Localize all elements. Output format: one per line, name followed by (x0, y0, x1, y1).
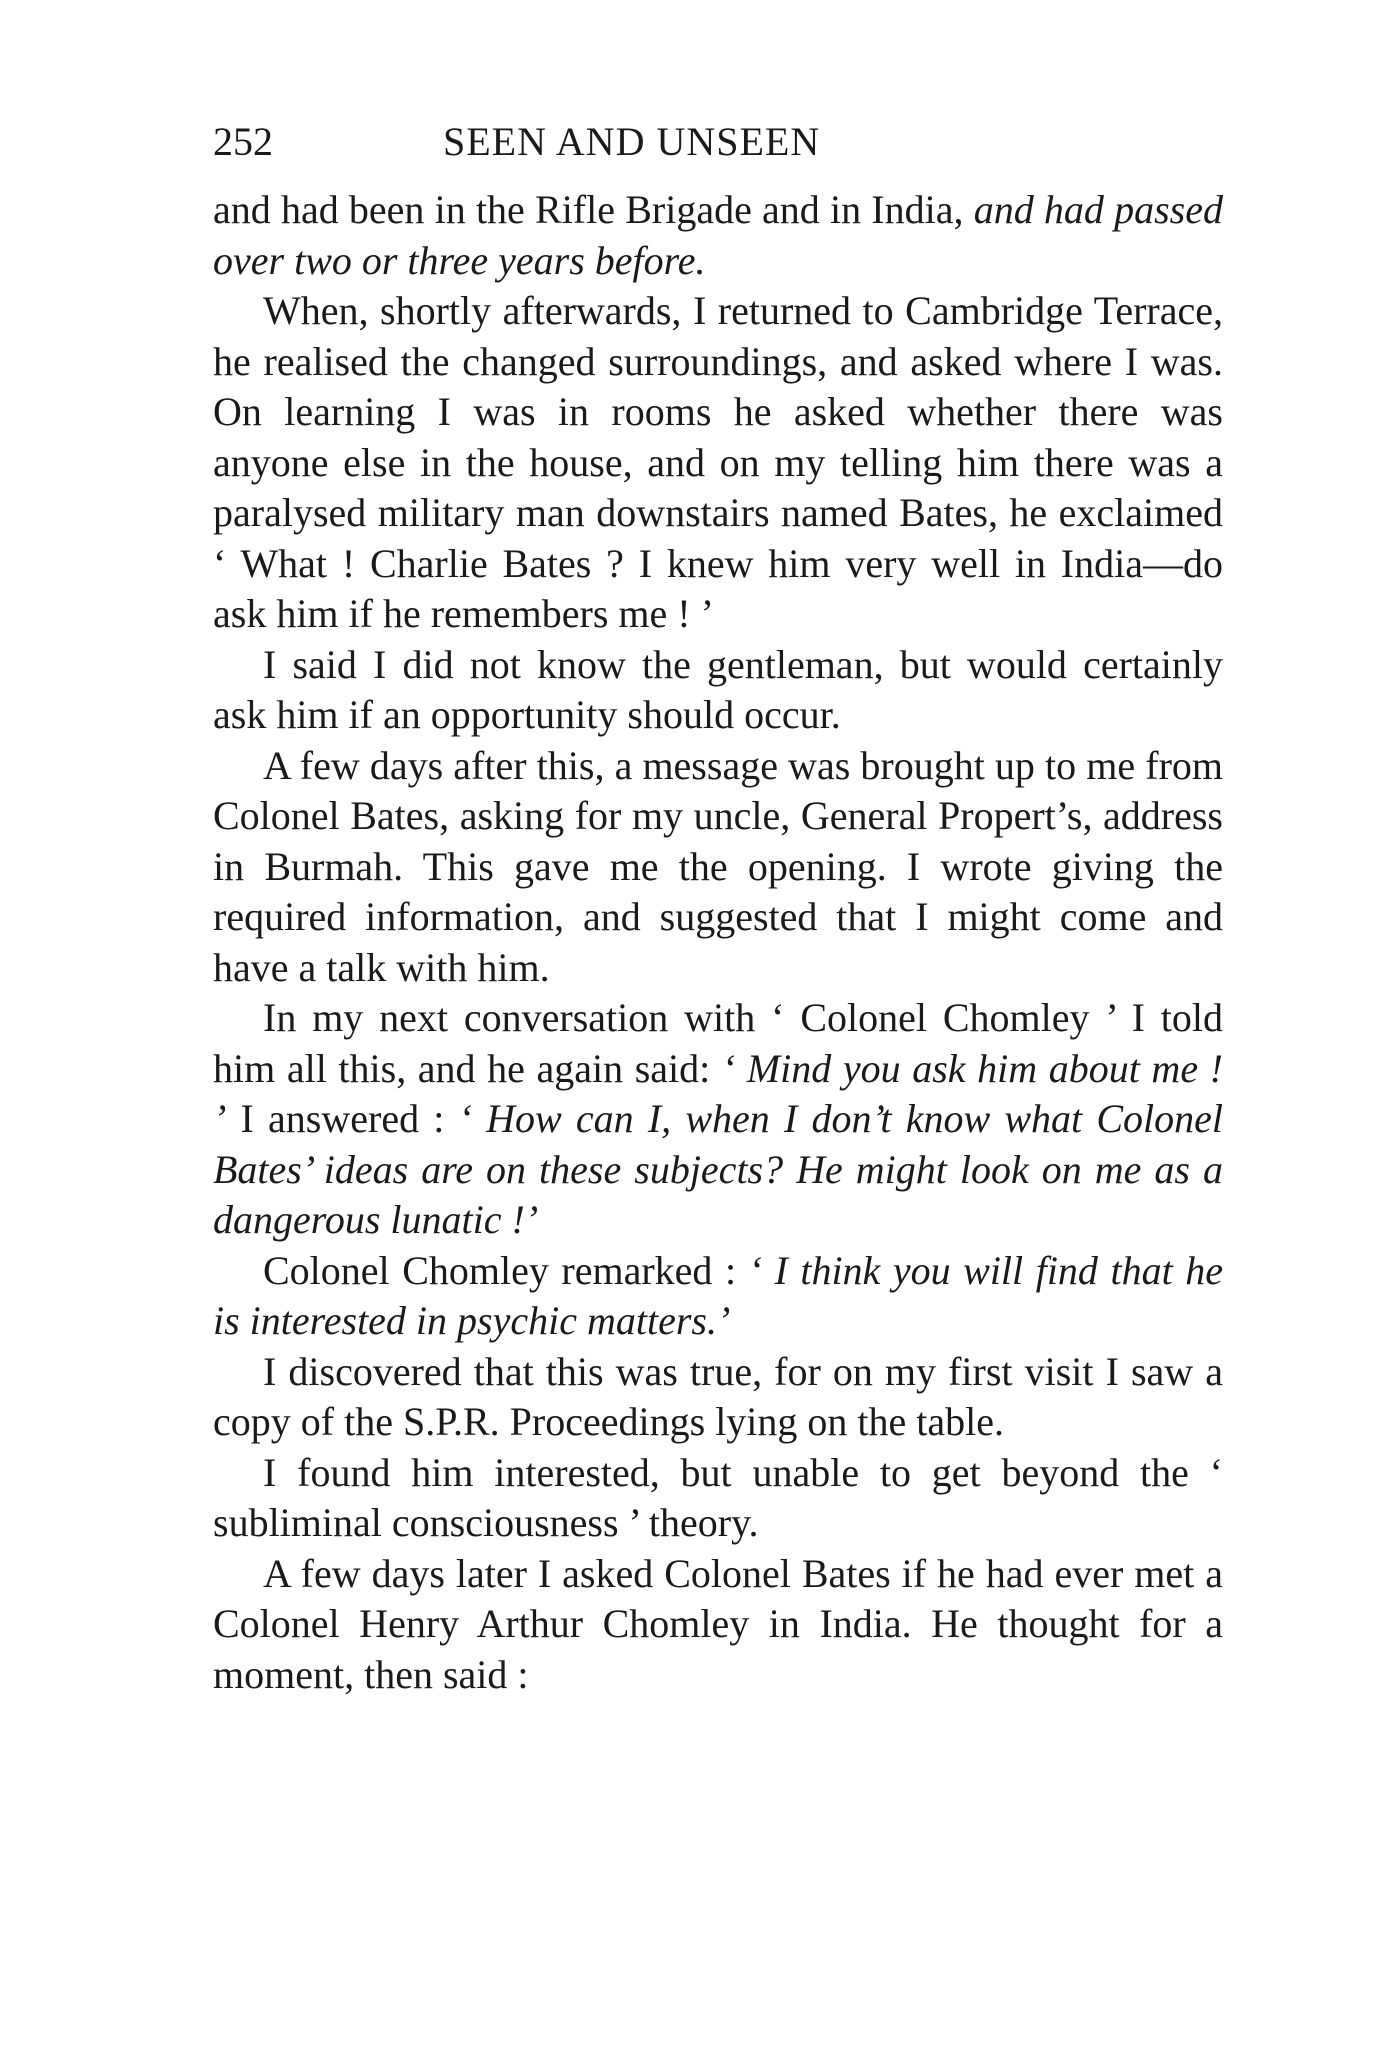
text-run: I answered : (226, 1096, 459, 1141)
text-run: In my next conversation with ‘ Colonel Chomley ’ I told him all this, and he again said: (213, 995, 1223, 1091)
paragraph (213, 993, 1223, 1246)
paragraph (213, 286, 1223, 640)
italic-text-run: ‘ How can I, when I don’t know what Colonel Bates’ ideas are on these subjects? He might look on me as a dangerous lunatic !’ (213, 1096, 1224, 1242)
italic-text-run: and had passed over two or three years before. (213, 187, 1223, 283)
paragraph (213, 1347, 1223, 1448)
paragraph (213, 1448, 1223, 1549)
text-run: A few days after this, a message was brought up to me from Colonel Bates, asking for my uncle, General Propert’s, address in Burmah. This gave me the opening. I wrote giving the required information, and suggested that I might come and have a talk with him. (213, 742, 1223, 990)
running-title: SEEN AND UNSEEN (443, 119, 821, 164)
italic-text-run: ‘ I think you will find that he is interested in psychic matters.’ (213, 1247, 1223, 1343)
italic-text-run: ‘ Mind you ask him about me ! ’ (213, 1045, 1223, 1141)
paragraph (213, 185, 1223, 286)
page-header (213, 112, 1223, 172)
paragraph (213, 741, 1223, 994)
body-text (213, 185, 1223, 1700)
text-run: I discovered that this was true, for on my first visit I saw a copy of the S.P.R. Proceedings lying on the table. (213, 1348, 1223, 1444)
text-run: When, shortly afterwards, I returned to Cambridge Terrace, he realised the changed surroundings, and asked where I was. On learning I was in rooms he asked whether there was anyone else in the house, and on my telling him there was a paralysed military man downstairs named Bates, he exclaimed ‘ What ! Charlie Bates ? I knew him very well in India—do ask him if he remembers me ! ’ (213, 288, 1223, 636)
paragraph (213, 1246, 1223, 1347)
text-run: I found him interested, but unable to get beyond the ‘ subliminal consciousness ’ theory. (213, 1449, 1223, 1545)
text-run: I said I did not know the gentleman, but would certainly ask him if an opportunity should occur. (213, 641, 1223, 737)
text-run: and had been in the Rifle Brigade and in India, (213, 187, 974, 232)
paragraph (213, 640, 1223, 741)
text-run: A few days later I asked Colonel Bates if he had ever met a Colonel Henry Arthur Chomley in India. He thought for a moment, then said : (213, 1550, 1223, 1697)
paragraph (213, 1549, 1223, 1701)
text-run: Colonel Chomley remarked : (263, 1247, 749, 1293)
page-number: 252 (213, 119, 273, 164)
